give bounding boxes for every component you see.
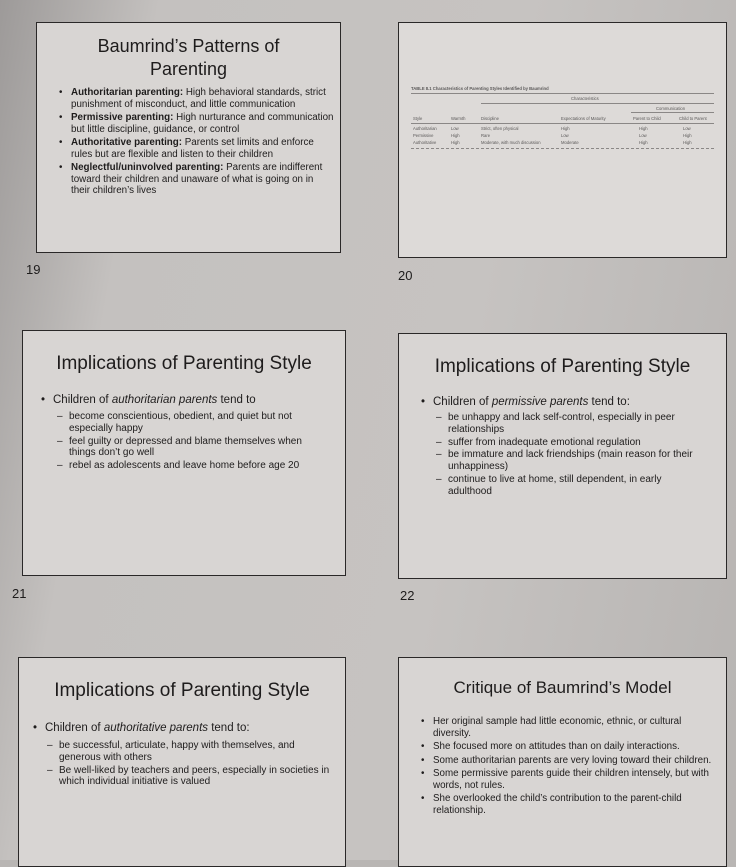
slide-24 [398, 657, 727, 867]
col-expectations: Expectations of Maturity [561, 116, 606, 121]
list-item: • Some authoritarian parents are very loving toward their children. [421, 755, 716, 767]
slide-21-title: Implications of Parenting Style [56, 353, 312, 374]
col-warmth: Warmth [451, 116, 466, 121]
slide-23-items [47, 740, 332, 789]
row-authoritarian-c2p: Low [683, 126, 691, 131]
row-authoritative-expectations: Moderate [561, 140, 579, 145]
list-item: – be successful, articulate, happy with themselves, and generous with others [47, 740, 332, 764]
bullet-authoritative: • Authoritative parenting: Parents set limits and enforce rules but are flexible and listen to their children [59, 137, 334, 160]
row-permissive-discipline: Rare [481, 133, 491, 138]
row-permissive-c2p: High [683, 133, 692, 138]
slide-22-title: Implications of Parenting Style [434, 356, 691, 377]
list-item: – become conscientious, obedient, and quiet but not especially happy [57, 411, 327, 435]
slide-22-lead: • Children of permissive parents tend to: [421, 396, 630, 410]
col-parent-to-child: Parent to Child [633, 116, 661, 121]
row-permissive-warmth: High [451, 133, 460, 138]
slide-21 [22, 330, 346, 576]
row-permissive-expectations: Low [561, 133, 569, 138]
slide-23 [18, 657, 346, 867]
list-item: – be immature and lack friendships (main reason for their unhappiness) [436, 449, 706, 473]
col-discipline: Discipline [481, 116, 499, 121]
list-item: • Her original sample had little economic, ethnic, or cultural diversity. [421, 716, 716, 739]
row-authoritative-c2p: High [683, 140, 692, 145]
slide-22-items [436, 412, 706, 499]
list-item: – be unhappy and lack self-control, especially in peer relationships [436, 412, 706, 436]
list-item: – suffer from inadequate emotional regulation [436, 437, 706, 449]
list-item: – continue to live at home, still dependent, in early adulthood [436, 474, 706, 498]
row-permissive-style: Permissive [413, 133, 434, 138]
slide-19-bullets [59, 87, 334, 199]
row-authoritarian-style: Authoritarian [413, 126, 437, 131]
slide-23-lead: • Children of authoritative parents tend to: [33, 722, 250, 736]
slide-21-items [57, 411, 327, 473]
list-item: • She focused more on attitudes than on daily interactions. [421, 741, 716, 753]
slide-23-title: Implications of Parenting Style [54, 680, 310, 701]
row-authoritarian-warmth: Low [451, 126, 459, 131]
list-item: – feel guilty or depressed and blame themselves when things don’t go well [57, 436, 327, 460]
table-group-header: Characteristics [571, 96, 599, 101]
slide-number-22: 22 [400, 588, 415, 603]
table-subgroup-header: Communication [656, 106, 686, 111]
row-authoritarian-discipline: Strict, often physical [481, 126, 519, 131]
list-item: – rebel as adolescents and leave home before age 20 [57, 460, 327, 472]
row-authoritative-style: Authoritative [413, 140, 437, 145]
slide-24-bullets [421, 716, 716, 818]
row-authoritative-discipline: Moderate, with much discussion [481, 140, 541, 145]
bullet-neglectful: • Neglectful/uninvolved parenting: Parents are indifferent toward their children and unaware of what is going on in their children’s lives [59, 162, 334, 197]
slide-24-title: Critique of Baumrind’s Model [453, 678, 672, 697]
bullet-authoritarian: • Authoritarian parenting: High behavioral standards, strict punishment of misconduct, and little communication [59, 87, 334, 110]
slide-number-19: 19 [26, 262, 41, 277]
slide-20 [398, 22, 727, 258]
list-item: • Some permissive parents guide their children intensely, but with words, not rules. [421, 768, 716, 791]
row-permissive-p2c: Low [639, 133, 647, 138]
list-item: • She overlooked the child’s contribution to the parent-child relationship. [421, 793, 716, 816]
row-authoritarian-p2c: High [639, 126, 648, 131]
slide-number-20: 20 [398, 268, 413, 283]
col-style: Style [413, 116, 423, 121]
slide-19-title: Baumrind’s Patterns of Parenting [97, 36, 280, 80]
parenting-styles-table [411, 85, 714, 165]
row-authoritative-p2c: High [639, 140, 648, 145]
slide-number-21: 21 [12, 586, 27, 601]
list-item: – Be well-liked by teachers and peers, especially in societies in which individual initiative is valued [47, 765, 332, 789]
slide-19 [36, 22, 341, 253]
row-authoritarian-expectations: High [561, 126, 570, 131]
col-child-to-parent: Child to Parent [679, 116, 707, 121]
slide-21-lead: • Children of authoritarian parents tend to [41, 394, 256, 408]
row-authoritative-warmth: High [451, 140, 460, 145]
slide-22 [398, 333, 727, 579]
bullet-permissive: • Permissive parenting: High nurturance and communication but little discipline, guidance, or control [59, 112, 334, 135]
table-caption: TABLE 8.1 Characteristics of Parenting Styles Identified by Baumrind [411, 86, 549, 91]
